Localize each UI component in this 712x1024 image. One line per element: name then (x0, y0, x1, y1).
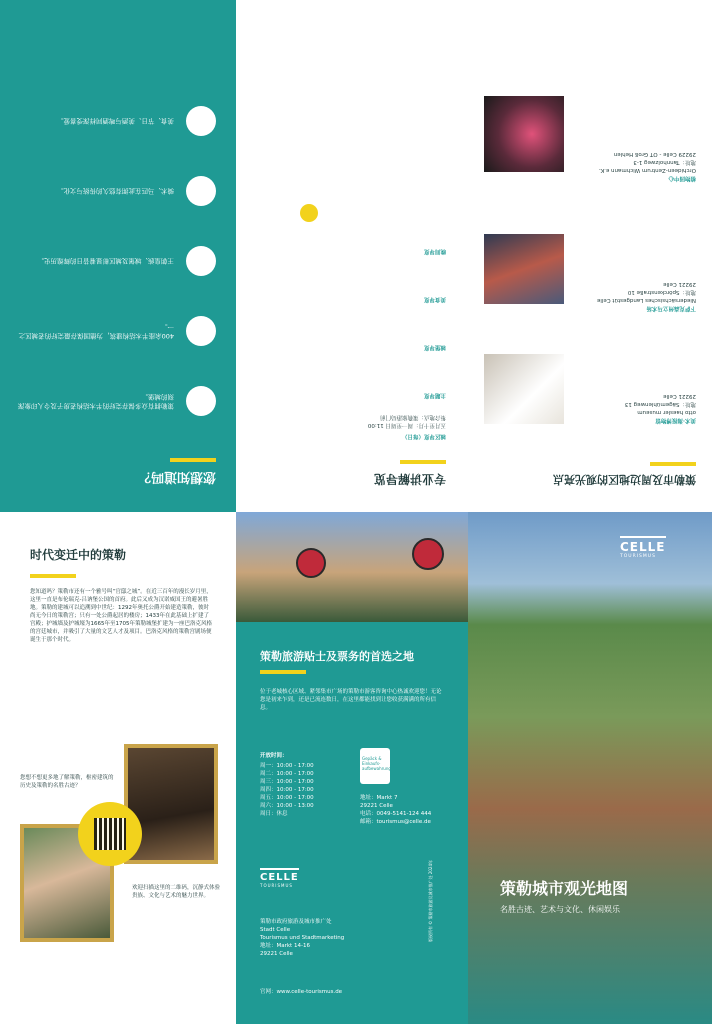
tour-line: 五月至十月：周一至周日 11:00 (367, 422, 446, 428)
qr-caption: 欢迎扫描这里的二维码，沉静式体验贵族、文化与艺术的魅力世界。 (132, 885, 221, 899)
place-city: 29221 Celle (663, 281, 696, 287)
hours-row: 周五：10:00 - 17:00 (260, 795, 314, 801)
list-item (16, 86, 216, 156)
qr-code-icon[interactable] (94, 818, 126, 850)
tour-heading: 城区导览（每日） (401, 433, 446, 439)
shopping-bag-icon (360, 748, 390, 784)
list-item (16, 156, 216, 226)
top-middle-title: 专业讲解导览 (373, 472, 446, 486)
tour-heading: 美食导览 (423, 296, 446, 302)
list-item (16, 296, 216, 366)
crown-icon (186, 246, 216, 276)
qr-code-badge[interactable] (78, 802, 142, 866)
place-item (576, 392, 696, 424)
info-bar (260, 670, 306, 674)
place-name: 美术·海报博物馆 (655, 417, 696, 423)
list-item-text: 王朝皇族、城堡及城区彰显着昔日的辉煌历史。 (37, 257, 174, 266)
cover-logo (620, 536, 666, 559)
hours-list (260, 762, 350, 818)
place-city: 29229 Celle - OT Groß Hehlen (613, 151, 696, 157)
office-block (260, 918, 450, 958)
office-line: Tourismus und Stadtmarketing (260, 935, 345, 941)
address-block (360, 794, 460, 826)
place-item (576, 150, 696, 182)
place-address: Niedersächsisches Landgestüt Celle (596, 297, 696, 303)
info-sign-icon (412, 538, 444, 570)
top-middle-bar (400, 460, 446, 464)
email-link[interactable]: 邮箱：tourismus@celle.de (360, 819, 431, 825)
info-panel (236, 512, 468, 1024)
top-right-title: 策勒市及周边地区的观光亮点 (553, 473, 696, 486)
horse-show-photo (484, 234, 564, 304)
hours-row: 周三：10:00 - 17:00 (260, 779, 314, 785)
top-left-list (16, 86, 216, 436)
top-right-panel (468, 0, 712, 512)
office-line: Stadt Celle (260, 927, 291, 933)
tour-heading: 晚间导览 (423, 248, 446, 254)
tour-heading: 城堡导览 (423, 344, 446, 350)
bag-text: Gepäck & Einkaufs-aufbewahrung (362, 756, 391, 771)
history-bar (30, 574, 76, 578)
info-intro: 位于老城核心区域、紧邻集市广场的策勒市游客咨询中心热诚欢迎您！无论您是初来乍到，还是已流连数日，在这里都能找到让您收获满满的所有信息。 (260, 689, 442, 711)
info-title: 策勒旅游贴士及票务的首选之地 (260, 650, 414, 663)
cover-title: 策勒城市观光地图 (500, 879, 629, 898)
place-street: 地址：Spörckenstraße 10 (627, 289, 696, 295)
top-left-panel (0, 0, 236, 512)
hours-row: 周二：10:00 - 17:00 (260, 771, 314, 777)
building-icon (186, 316, 216, 346)
celle-logo (260, 868, 299, 888)
list-item-text: 骑术、马匹在此拥有悠久的传统与文化。 (57, 187, 174, 196)
logo-text: CELLE (260, 868, 299, 883)
cover-subtitle: 名胜古迹、艺术与文化、休闲娱乐 (500, 905, 620, 914)
office-line: 地址：Markt 14-16 (260, 943, 310, 949)
tip-badge-icon (300, 204, 318, 222)
tour-heading: 主题导览 (423, 392, 446, 398)
history-text: 您知道吗？策勒市还有一个雅号叫“官邸之城”。在近三百年的漫长岁月里，这里一直是布伦瑞克-吕讷堡公国的首府。此后又成为汉诺威国王的避暑胜地。策勒的建城可以追溯到中世纪：1292年奥托公爵开始建造策勒，彼时尚无今日的策勒宫；只有一处公爵起居的楼房；1433年在此基础上扩建了宫殿；护城墙及护城壕为1665年至1705年策勒城堡扩建为一座巴洛克风格的宫廷城市，并吸引了大量的文艺人才及项目。巴洛克风格的策勒宫剧场便诞生于那个时代。 (30, 589, 212, 643)
logo-sub: TOURISMUS (260, 883, 293, 888)
shop-signs-photo (236, 512, 468, 622)
list-item-text: 400余座半木结构建筑，为德国保存最完好的老城区之一。 (18, 323, 174, 340)
history-question: 您想不想更多地了解策勒，枢密建筑的历史及策勒的名胜古迹？ (20, 775, 114, 789)
office-line: 29221 Celle (260, 951, 293, 957)
history-panel (0, 512, 236, 1024)
list-item (16, 226, 216, 296)
top-right-bar (650, 462, 696, 466)
orchid-photo (484, 96, 564, 172)
place-street: 地址：Tannholzweg 1-3 (633, 159, 696, 165)
logo-text: CELLE (620, 536, 666, 554)
place-address: otto haesler museum (637, 409, 696, 415)
list-item-text: 策勒拥有众多保存完好的半木结构老房子及令人印象深刻的城堡。 (18, 393, 174, 410)
logo-sub: TOURISMUS (620, 554, 656, 559)
info-sign-icon (296, 548, 326, 578)
mask-icon (186, 386, 216, 416)
cover-panel (428, 512, 712, 1024)
place-city: 29221 Celle (663, 393, 696, 399)
address-line: 29221 Celle (360, 803, 393, 809)
address-line: 电话：0049-5141-124 444 (360, 811, 432, 817)
hours-row: 周日：休息 (260, 811, 288, 817)
place-street: 地址：Sägemühlenweg 13 (624, 401, 696, 407)
plate-icon (186, 106, 216, 136)
top-middle-panel (236, 0, 468, 512)
top-left-title: 您想知道吗？ (137, 469, 216, 484)
hours-row: 周一：10:00 - 17:00 (260, 763, 314, 769)
office-line: 策勒市政府旅游及城市推广处 (260, 919, 332, 925)
hours-label: 开放时间： (260, 753, 288, 759)
hours-row: 周四：10:00 - 17:00 (260, 787, 314, 793)
place-item (576, 280, 696, 312)
place-name: 下萨克森州立马术场 (646, 305, 696, 311)
horse-icon (186, 176, 216, 206)
place-name: 植物园中心 (668, 175, 696, 181)
place-address: Orchideen-Zentrum Wichmann e.K. (598, 167, 696, 173)
top-left-bar (170, 458, 216, 462)
address-line: 地址：Markt 7 (360, 795, 398, 801)
history-title: 时代变迁中的策勒 (30, 548, 127, 562)
hours-row: 周六：10:00 - 13:00 (260, 803, 314, 809)
list-item (16, 366, 216, 436)
tour-line: 集合地点：策勒旅游局门前 (379, 414, 446, 420)
museum-photo (484, 354, 564, 424)
list-item-text: 美食、节日、美酒与啤酒同样深受喜爱。 (57, 117, 174, 126)
website-link[interactable]: 官网：www.celle-tourismus.de (260, 989, 343, 995)
cover-side-note: 版权所有 © 策勒市旅游及城市推广处 2024年 (428, 860, 433, 942)
